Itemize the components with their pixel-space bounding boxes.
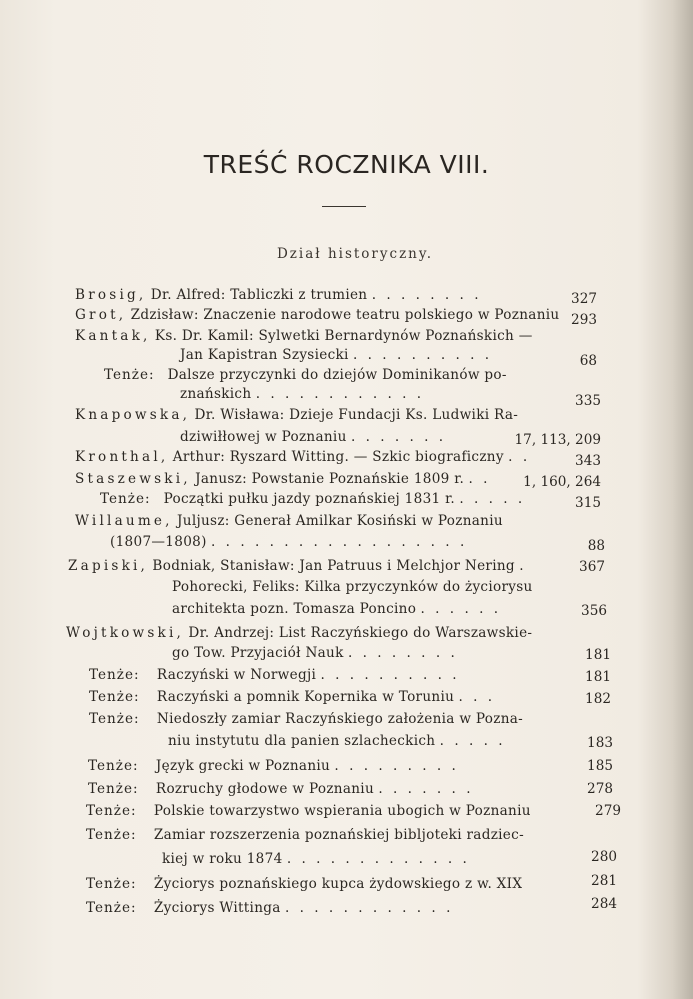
page-number: 185 — [587, 758, 613, 774]
page-number: 315 — [575, 495, 601, 511]
leader-dots: . . . . . . . . — [347, 645, 458, 661]
entry-text: Rozruchy głodowe w Poznaniu — [155, 781, 375, 797]
toc-line — [104, 366, 507, 384]
author-name: Tenże: — [86, 900, 137, 916]
leader-dots: . . — [468, 471, 491, 487]
leader-dots: . . . . . . . . . . — [353, 347, 493, 363]
leader-dots: . . . . . . . . — [371, 287, 482, 303]
entry-text: Dr. Alfred: Tabliczki z trumien — [150, 287, 368, 303]
entry-text: Pohorecki, Feliks: Kilka przyczynków do życiorysu — [172, 579, 533, 595]
page-number: 181 — [585, 647, 611, 663]
entry-text: dziwiłłowej w Poznaniu — [180, 429, 347, 445]
leader-dots: . . . . . . . . . — [334, 758, 459, 774]
toc-line — [75, 306, 559, 324]
toc-line — [86, 802, 531, 820]
toc-line — [180, 385, 424, 403]
page-number: 278 — [587, 781, 613, 797]
entry-text: Zdzisław: Znaczenie narodowe teatru polskiego w Poznaniu — [130, 307, 560, 323]
entry-text: Raczyński a pomnik Kopernika w Toruniu — [156, 689, 455, 705]
toc-line — [172, 600, 501, 618]
leader-dots: . . . — [458, 689, 496, 705]
entry-text: Juljusz: Generał Amilkar Kosiński w Poznaniu — [177, 513, 503, 529]
author-name: Tenże: — [89, 689, 140, 705]
toc-line — [75, 470, 490, 488]
author-name: Brosig, — [75, 287, 147, 303]
title-divider — [322, 206, 366, 207]
page-number: 284 — [591, 896, 617, 912]
leader-dots: . . . . . . — [420, 601, 502, 617]
author-name: Grot, — [75, 307, 127, 323]
author-name: Tenże: — [89, 711, 140, 727]
entry-text: Ks. Dr. Kamil: Sylwetki Bernardynów Poznańskich — — [154, 328, 533, 344]
entry-text: go Tow. Przyjaciół Nauk — [172, 645, 344, 661]
author-name: Tenże: — [88, 758, 139, 774]
entry-text: znańskich — [180, 386, 252, 402]
page-number: 343 — [575, 453, 601, 469]
entry-text: Raczyński w Norwegji — [156, 667, 317, 683]
entry-text: Dalsze przyczynki do dziejów Dominikanów po- — [167, 367, 507, 383]
page-title: TREŚĆ ROCZNIKA VIII. — [203, 150, 490, 179]
toc-line — [75, 286, 482, 304]
toc-line — [88, 757, 459, 775]
toc-line — [75, 448, 530, 466]
entry-text: Polskie towarzystwo wspierania ubogich w Poznaniu — [153, 803, 531, 819]
toc-line — [172, 644, 458, 662]
leader-dots: . . . . . . . . . . . . — [285, 900, 454, 916]
entry-text: Początki pułku jazdy poznańskiej 1831 r. — [163, 491, 456, 507]
toc-line — [180, 428, 446, 446]
page-number: 367 — [579, 559, 605, 575]
entry-text: Dr. Wisława: Dzieje Fundacji Ks. Ludwiki Ra- — [194, 407, 519, 423]
page-number: 183 — [587, 735, 613, 751]
author-name: Wojtkowski, — [66, 625, 185, 641]
author-name: Tenże: — [86, 803, 137, 819]
page-number: 281 — [591, 873, 617, 889]
entry-text: niu instytutu dla panien szlacheckich — [168, 733, 436, 749]
page-number: 335 — [575, 393, 601, 409]
toc-line — [86, 899, 453, 917]
leader-dots: . . . . . . . . . . . . — [255, 386, 425, 402]
author-name: Tenże: — [86, 876, 137, 892]
toc-line — [172, 578, 533, 596]
entry-text: Bodniak, Stanisław: Jan Patruus i Melchjor Nering — [152, 558, 515, 574]
page-number: 182 — [585, 691, 611, 707]
toc-line — [110, 533, 467, 551]
toc-line — [88, 780, 474, 798]
toc-line — [66, 624, 532, 642]
leader-dots: . . — [508, 449, 531, 465]
page-number: 17, 113, 209 — [514, 432, 601, 448]
page-number: 327 — [571, 291, 597, 307]
toc-line — [89, 666, 460, 684]
toc-line — [68, 557, 527, 575]
page-number: 280 — [591, 849, 617, 865]
toc-line — [89, 688, 495, 706]
entry-text: Życiorys poznańskiego kupca żydowskiego z w. XIX — [153, 876, 523, 892]
entry-text: Życiorys Wittinga — [153, 900, 281, 916]
toc-line — [162, 850, 470, 868]
page-number: 1, 160, 264 — [523, 474, 601, 490]
leader-dots: . . . . . . . . . . — [320, 667, 460, 683]
toc-line — [100, 490, 525, 508]
toc-line — [75, 512, 503, 530]
leader-dots: . . . . . — [439, 733, 506, 749]
leader-dots: . . . . . . . — [378, 781, 474, 797]
author-name: Knapowska, — [75, 407, 191, 423]
author-name: Tenże: — [89, 667, 140, 683]
entry-text: Niedoszły zamiar Raczyńskiego założenia w Pozna- — [156, 711, 524, 727]
entry-text: architekta pozn. Tomasza Poncino — [172, 601, 417, 617]
page-number: 356 — [581, 603, 607, 619]
entry-text: kiej w roku 1874 — [162, 851, 283, 867]
author-name: Tenże: — [100, 491, 151, 507]
entry-text: Arthur: Ryszard Witting. — Szkic biograficzny — [172, 449, 504, 465]
page-number: 279 — [595, 803, 621, 819]
section-heading: Dział historyczny. — [276, 246, 434, 262]
page-number: 293 — [571, 312, 597, 328]
toc-line — [168, 732, 506, 750]
entry-text: Janusz: Powstanie Poznańskie 1809 r. — [195, 471, 465, 487]
leader-dots: . . . . . . . . . . . . . . . . . . — [211, 534, 468, 550]
toc-line — [89, 710, 523, 728]
leader-dots: . . . . . — [459, 491, 526, 507]
entry-text: Dr. Andrzej: List Raczyńskiego do Warszawskie- — [188, 625, 533, 641]
author-name: Kronthal, — [75, 449, 169, 465]
author-name: Zapiski, — [68, 558, 149, 574]
author-name: Willaume, — [75, 513, 173, 529]
author-name: Tenże: — [88, 781, 139, 797]
toc-line — [86, 826, 524, 844]
toc-line — [75, 406, 518, 424]
author-name: Tenże: — [104, 367, 155, 383]
toc-line — [86, 875, 522, 893]
entry-text: (1807—1808) — [110, 534, 207, 550]
leader-dots: . — [519, 558, 527, 574]
entry-text: Zamiar rozszerzenia poznańskiej bibljoteki radziec- — [153, 827, 524, 843]
toc-line — [180, 346, 492, 364]
leader-dots: . . . . . . . — [350, 429, 447, 445]
page-number: 181 — [585, 669, 611, 685]
toc-line — [75, 327, 533, 345]
author-name: Staszewski, — [75, 471, 191, 487]
author-name: Tenże: — [86, 827, 137, 843]
entry-text: Język grecki w Poznaniu — [155, 758, 331, 774]
entry-text: Jan Kapistran Szysiecki — [180, 347, 349, 363]
page-number: 88 — [587, 538, 605, 554]
leader-dots: . . . . . . . . . . . . . — [286, 851, 470, 867]
page-number: 68 — [579, 353, 597, 369]
author-name: Kantak, — [75, 328, 151, 344]
